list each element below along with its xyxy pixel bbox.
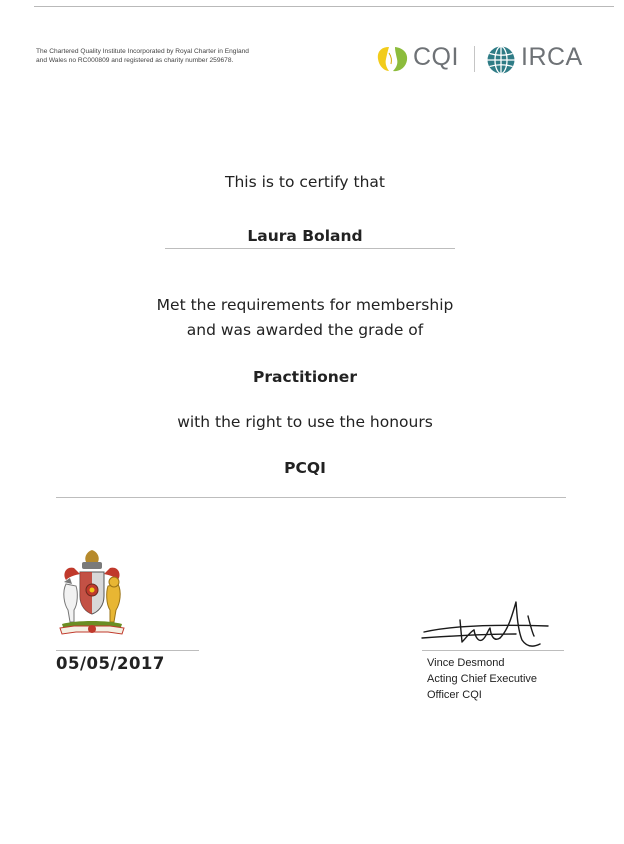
name-underline [165,248,455,249]
globe-icon [486,45,516,75]
award-date: 05/05/2017 [56,654,165,673]
requirement-line-2: and was awarded the grade of [186,321,424,339]
cqi-logo-icon [375,44,409,74]
date-underline [56,650,199,651]
cqi-wordmark: CQI [413,43,459,71]
irca-wordmark: IRCA [521,43,583,71]
signatory-name: Vince Desmond [427,657,505,669]
coat-of-arms-icon [56,548,128,638]
recipient-name: Laura Boland [247,227,363,245]
legal-line-1: The Chartered Quality Institute Incorporated by Royal Charter in England [36,48,249,55]
requirement-line-1: Met the requirements for membership [156,296,454,314]
signatory-block [427,655,537,703]
handwritten-signature-icon [420,596,560,652]
certify-intro: This is to certify that [225,173,385,191]
top-border-line [34,6,614,7]
legal-notice [36,47,286,65]
postnominal-letters: PCQI [284,459,326,477]
section-divider [56,497,566,498]
header-logos [375,42,590,76]
signature-underline [422,650,564,651]
honours-line: with the right to use the honours [177,413,433,431]
legal-line-2: and Wales no RC000809 and registered as charity number 259678. [36,57,234,64]
membership-grade: Practitioner [253,368,357,386]
logo-divider [474,46,475,72]
signatory-title-line-2: Officer CQI [427,689,482,701]
signatory-title-line-1: Acting Chief Executive [427,673,538,685]
